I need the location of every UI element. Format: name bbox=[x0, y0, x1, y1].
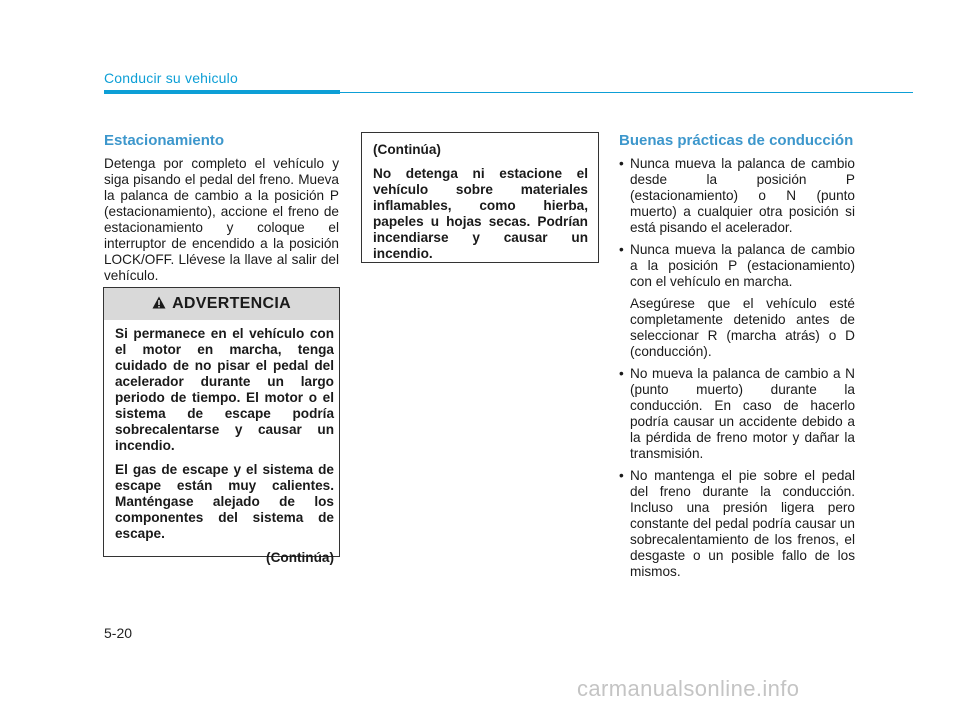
section-title: Conducir su vehiculo bbox=[104, 70, 238, 86]
header-rule-thick bbox=[104, 90, 340, 94]
warning-body bbox=[115, 326, 334, 566]
parking-heading: Estacionamiento bbox=[104, 132, 225, 149]
warning-triangle-icon bbox=[152, 296, 166, 312]
good-practices-section bbox=[619, 132, 855, 586]
warning-header bbox=[104, 288, 339, 320]
list-item bbox=[619, 468, 855, 580]
list-item-text: Nunca mueva la palanca de cambio desde la posición P (estacionamiento) o N (punto muerto) a cualquier otra posición si está pisando el acelerador. bbox=[630, 156, 855, 235]
list-item-text-extra: Asegúrese que el vehículo esté completamente detenido antes de seleccionar R (marcha atrás) o D (conducción). bbox=[630, 296, 855, 359]
list-item-text: No mantenga el pie sobre el pedal del freno durante la conducción. Incluso una presión ligera pero constante del pedal podría causar un sobrecalentamiento de los frenos, el desgaste o un posible fallo de los mismos. bbox=[630, 468, 855, 579]
bullet-mark: • bbox=[619, 366, 624, 381]
list-item bbox=[619, 156, 855, 236]
warning-title: ADVERTENCIA bbox=[172, 295, 291, 312]
bullet-mark: • bbox=[619, 242, 624, 257]
bullet-mark: • bbox=[619, 468, 624, 483]
parking-section bbox=[104, 132, 339, 284]
continued-label: (Continúa) bbox=[373, 142, 441, 157]
warning-paragraph-1: Si permanece en el vehículo con el motor en marcha, tenga cuidado de no pisar el pedal del acelerador durante un largo periodo de tiempo. El motor o el sistema de escape podría sobrecalentarse y causar un incendio. bbox=[115, 326, 334, 453]
list-item-text: No mueva la palanca de cambio a N (punto muerto) durante la conducción. En caso de hacerlo podría causar un accidente debido a la pérdida de freno motor y dañar la transmisión. bbox=[630, 366, 855, 461]
list-item-text: Nunca mueva la palanca de cambio a la posición P (estacionamiento) con el vehículo en marcha. bbox=[630, 242, 855, 289]
continued-text: No detenga ni estacione el vehículo sobre materiales inflamables, como hierba, papeles u hojas secas. Podrían incendiarse y causar un incendio. bbox=[373, 166, 588, 261]
watermark: carmanualsonline.info bbox=[577, 676, 800, 701]
warning-paragraph-2: El gas de escape y el sistema de escape están muy calientes. Manténgase alejado de los componentes del sistema de escape. bbox=[115, 462, 334, 541]
continued-warning-box bbox=[361, 132, 599, 263]
good-practices-list bbox=[619, 156, 855, 580]
good-practices-heading: Buenas prácticas de conducción bbox=[619, 132, 854, 149]
header-rule-thin bbox=[340, 92, 913, 93]
warning-box bbox=[103, 287, 340, 565]
warning-continued: (Continúa) bbox=[266, 550, 334, 565]
parking-text: Detenga por completo el vehículo y siga pisando el pedal del freno. Mueva la palanca de cambio a la posición P (estacionamiento), accione el freno de estacionamiento y coloque el interruptor de encendido a la posición LOCK/OFF. Llévese la llave al salir del vehículo. bbox=[104, 156, 339, 283]
bullet-mark: • bbox=[619, 156, 624, 171]
list-item bbox=[619, 366, 855, 462]
list-item bbox=[619, 242, 855, 360]
page-number: 5-20 bbox=[104, 625, 133, 641]
